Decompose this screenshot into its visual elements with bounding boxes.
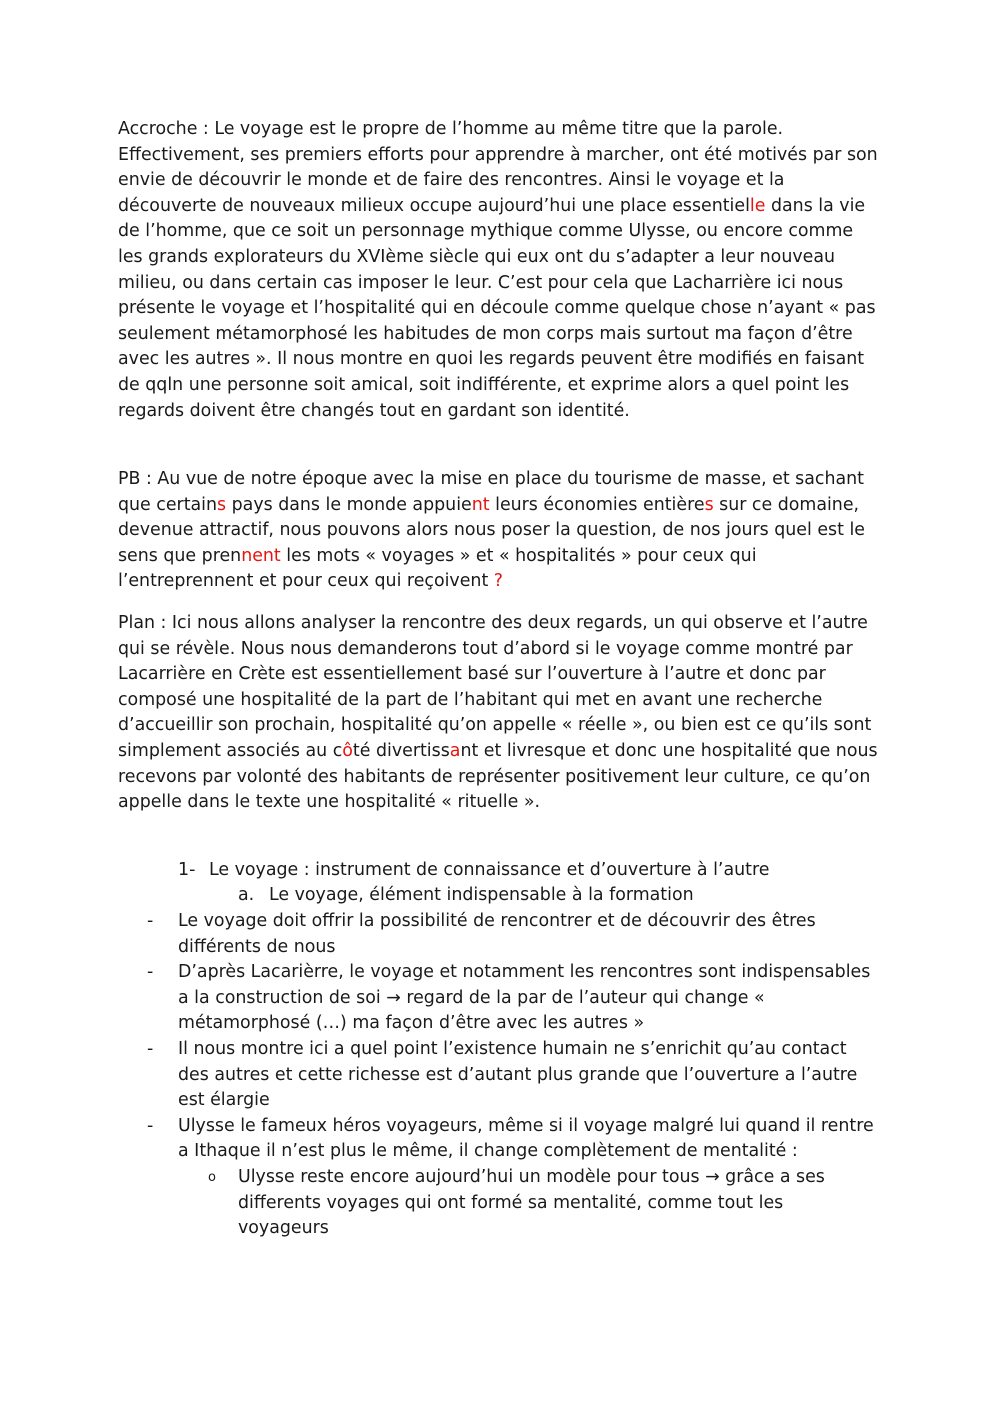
sub-list-item <box>178 1165 878 1242</box>
correction-mark: s <box>217 494 227 515</box>
sub-list-item-text-cont: grâce a ses differents voyages qui ont formé sa mentalité, comme tout les voyageurs <box>238 1166 825 1239</box>
section-number: 1- <box>178 860 196 880</box>
accroche-text-cont: dans la vie de l’homme, que ce soit un personnage mythique comme Ulysse, ou encore comme les grands explorateurs du XVIème siècle qui eux ont du s’adapter a leur nouveau milieu, ou dans certain cas imposer le leur. C’est pour cela que Lacharrière ici nous présente le voyage et l’hospitalité qui en découle comme quelque chose n’ayant « pas seulement métamorphosé les habitudes de mon corps mais surtout ma façon d’être avec les autres ». Il nous montre en quoi les regards peuvent être modifiés en faisant de qqln une personne soit amical, soit indifférente, et exprime alors a quel point les regards doivent être changés tout en gardant son identité. <box>118 195 876 421</box>
plan-text: nt et livresque et donc une hospitalité que nous recevons par volonté des habitants de représenter positivement leur culture, ce qu’on appelle dans le texte une hospitalité « rituelle ». <box>118 740 878 813</box>
section-title: Le voyage : instrument de connaissance et d’ouverture à l’autre <box>209 860 770 880</box>
list-item-text: Il nous montre ici a quel point l’existence humain ne s’enrichit qu’au contact des autres et cette richesse est d’autant plus grande que l’ouverture a l’autre est élargie <box>178 1038 858 1111</box>
list-item-text-cont: regard de la par de l’auteur qui change « métamorphosé (…) ma façon d’être avec les autres » <box>178 987 765 1034</box>
dash-bullet: - <box>147 962 154 983</box>
section-heading-1 <box>178 858 878 884</box>
arrow-right-icon: → <box>705 1166 720 1187</box>
circle-bullet-icon: o <box>208 1169 216 1185</box>
list-item-text: Ulysse le fameux héros voyageurs, même si il voyage malgré lui quand il rentre a Ithaque il n’est plus le même, il change complètement de mentalité : <box>178 1115 874 1162</box>
list-item-text: D’après Lacarièrre, le voyage et notamment les rencontres sont indispensables a la construction de soi <box>178 962 871 1008</box>
correction-mark: nent <box>241 545 281 566</box>
pb-text: leurs économies entière <box>489 494 705 515</box>
sub-bullet-list <box>178 1165 878 1242</box>
dash-bullet: - <box>147 911 154 931</box>
dash-bullet: - <box>147 1115 154 1136</box>
list-item-text: Le voyage doit offrir la possibilité de rencontrer et de découvrir des êtres différents de nous <box>178 911 816 957</box>
correction-mark: a <box>449 740 461 761</box>
correction-mark: le <box>749 195 766 216</box>
accroche-paragraph <box>118 117 878 424</box>
pb-text: sur ce domaine, devenue attractif, nous pouvons alors nous poser la question, de nos jours quel est le sens que pren <box>118 494 865 566</box>
correction-mark: ô <box>342 740 353 761</box>
list-item <box>118 1114 878 1242</box>
correction-mark: ? <box>493 571 504 592</box>
subsection-title: Le voyage, élément indispensable à la formation <box>269 885 694 905</box>
correction-mark: s <box>704 494 714 515</box>
pb-text: pays dans le monde appuie <box>226 494 472 515</box>
dash-bullet: - <box>147 1038 154 1059</box>
list-item <box>118 909 878 960</box>
arrow-right-icon: → <box>386 987 401 1008</box>
pb-text: les mots « voyages » et « hospitalités » pour ceux qui l’entreprennent et pour ceux qui reçoivent <box>118 545 757 592</box>
subsection-letter: a. <box>238 885 255 905</box>
sub-list-item-text: Ulysse reste encore aujourd’hui un modèle pour tous <box>238 1166 706 1187</box>
bullet-list <box>118 909 878 1242</box>
correction-mark: nt <box>471 494 490 515</box>
list-item <box>118 1037 878 1114</box>
pb-text: PB : Au vue de notre époque avec la mise en place du tourisme de masse, et sachant que certain <box>118 469 864 515</box>
problematique-paragraph <box>118 467 878 595</box>
plan-paragraph <box>118 611 878 816</box>
accroche-text: Accroche : Le voyage est le propre de l’homme au même titre que la parole. Effectivement, ses premiers efforts pour apprendre à marcher, ont été motivés par son envie de découvrir le monde et de faire des rencontres. Ainsi le voyage et la découverte de nouveaux milieux occupe aujourd’hui une place essentiel <box>118 119 878 216</box>
plan-text: té divertiss <box>352 740 450 761</box>
subsection-heading-a <box>238 883 878 909</box>
plan-text: Plan : Ici nous allons analyser la rencontre des deux regards, un qui observe et l’autre qui se révèle. Nous nous demanderons tout d’abord si le voyage comme montré par Lacarrière en Crète est essentiellement basé sur l’ouverture à l’autre et donc par composé une hospitalité de la part de l’habitant qui met en avant une recherche d’accueillir son prochain, hospitalité qu’on appelle « réelle », ou bien est ce qu’ils sont simplement associés au c <box>118 613 872 761</box>
list-item <box>118 960 878 1037</box>
